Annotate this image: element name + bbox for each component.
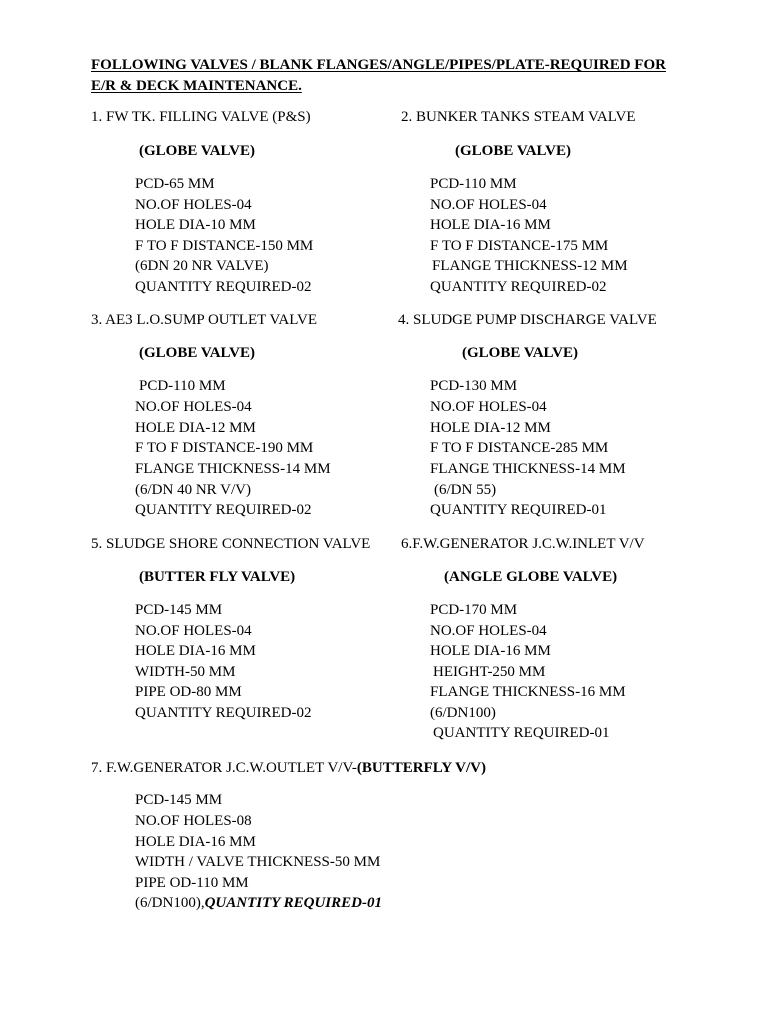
spec-line: F TO F DISTANCE-285 MM xyxy=(430,440,609,456)
item-title: 2. BUNKER TANKS STEAM VALVE xyxy=(401,109,636,125)
item-title: 6.F.W.GENERATOR J.C.W.INLET V/V xyxy=(401,536,645,552)
spec-line: PCD-110 MM xyxy=(430,176,517,192)
spec-line: QUANTITY REQUIRED-02 xyxy=(430,279,607,295)
spec-line: NO.OF HOLES-04 xyxy=(135,197,252,213)
spec-line: FLANGE THICKNESS-14 MM xyxy=(430,461,626,477)
spec-line: NO.OF HOLES-04 xyxy=(430,197,547,213)
spec-line: NO.OF HOLES-08 xyxy=(135,813,252,829)
spec-line: QUANTITY REQUIRED-02 xyxy=(135,502,312,518)
spec-line: QUANTITY REQUIRED-02 xyxy=(135,705,312,721)
valve-type: (ANGLE GLOBE VALVE) xyxy=(444,569,618,585)
spec-line: HOLE DIA-12 MM xyxy=(430,420,551,436)
spec-line: QUANTITY REQUIRED-01 xyxy=(430,502,607,518)
spec-line: PCD-145 MM xyxy=(135,792,223,808)
spec-line: F TO F DISTANCE-150 MM xyxy=(135,238,314,254)
valve-type: (GLOBE VALVE) xyxy=(139,345,256,361)
spec-line: QUANTITY REQUIRED-01 xyxy=(433,725,610,741)
quantity-emphasis: QUANTITY REQUIRED-01 xyxy=(204,895,382,911)
spec-line: WIDTH-50 MM xyxy=(135,664,236,680)
item-title: 3. AE3 L.O.SUMP OUTLET VALVE xyxy=(91,312,317,328)
valve-type: (BUTTERFLY V/V) xyxy=(356,760,486,776)
spec-line: F TO F DISTANCE-190 MM xyxy=(135,440,314,456)
spec-line: FLANGE THICKNESS-16 MM xyxy=(430,684,626,700)
spec-line: HOLE DIA-12 MM xyxy=(135,420,256,436)
spec-line: PIPE OD-110 MM xyxy=(135,875,249,891)
item-title xyxy=(91,760,486,776)
spec-line: HOLE DIA-10 MM xyxy=(135,217,256,233)
heading-line-2: E/R & DECK MAINTENANCE. xyxy=(91,78,302,94)
spec-line: (6/DN100) xyxy=(430,705,496,721)
spec-line: HEIGHT-250 MM xyxy=(433,664,546,680)
spec-line: PCD-65 MM xyxy=(135,176,215,192)
valve-type: (BUTTER FLY VALVE) xyxy=(139,569,296,585)
heading-line-1: FOLLOWING VALVES / BLANK FLANGES/ANGLE/PIPES/PLATE-REQUIRED FOR xyxy=(91,57,666,73)
valve-type: (GLOBE VALVE) xyxy=(462,345,579,361)
spec-line: FLANGE THICKNESS-14 MM xyxy=(135,461,331,477)
spec-line: NO.OF HOLES-04 xyxy=(430,399,547,415)
item-title-text: 7. F.W.GENERATOR J.C.W.OUTLET V/V- xyxy=(91,760,357,776)
valve-type: (GLOBE VALVE) xyxy=(139,143,256,159)
spec-line: PCD-110 MM xyxy=(139,378,226,394)
item-title: 4. SLUDGE PUMP DISCHARGE VALVE xyxy=(398,312,657,328)
spec-line: NO.OF HOLES-04 xyxy=(430,623,547,639)
spec-line: HOLE DIA-16 MM xyxy=(430,643,551,659)
spec-line: QUANTITY REQUIRED-02 xyxy=(135,279,312,295)
spec-line: PCD-170 MM xyxy=(430,602,518,618)
spec-line: PCD-130 MM xyxy=(430,378,518,394)
spec-line: F TO F DISTANCE-175 MM xyxy=(430,238,609,254)
spec-line: PIPE OD-80 MM xyxy=(135,684,242,700)
valve-type: (GLOBE VALVE) xyxy=(455,143,572,159)
spec-line: (6DN 20 NR VALVE) xyxy=(135,258,269,274)
spec-line: (6/DN 40 NR V/V) xyxy=(135,482,251,498)
spec-line xyxy=(135,895,382,911)
spec-line: (6/DN 55) xyxy=(434,482,497,498)
item-title: 1. FW TK. FILLING VALVE (P&S) xyxy=(91,109,311,125)
item-title: 5. SLUDGE SHORE CONNECTION VALVE xyxy=(91,536,371,552)
spec-line: NO.OF HOLES-04 xyxy=(135,623,252,639)
spec-line: WIDTH / VALVE THICKNESS-50 MM xyxy=(135,854,381,870)
spec-line: NO.OF HOLES-04 xyxy=(135,399,252,415)
spec-line: HOLE DIA-16 MM xyxy=(135,643,256,659)
spec-line: HOLE DIA-16 MM xyxy=(430,217,551,233)
spec-line: FLANGE THICKNESS-12 MM xyxy=(432,258,628,274)
spec-line-text: (6/DN100), xyxy=(135,895,205,911)
spec-line: HOLE DIA-16 MM xyxy=(135,834,256,850)
spec-line: PCD-145 MM xyxy=(135,602,223,618)
